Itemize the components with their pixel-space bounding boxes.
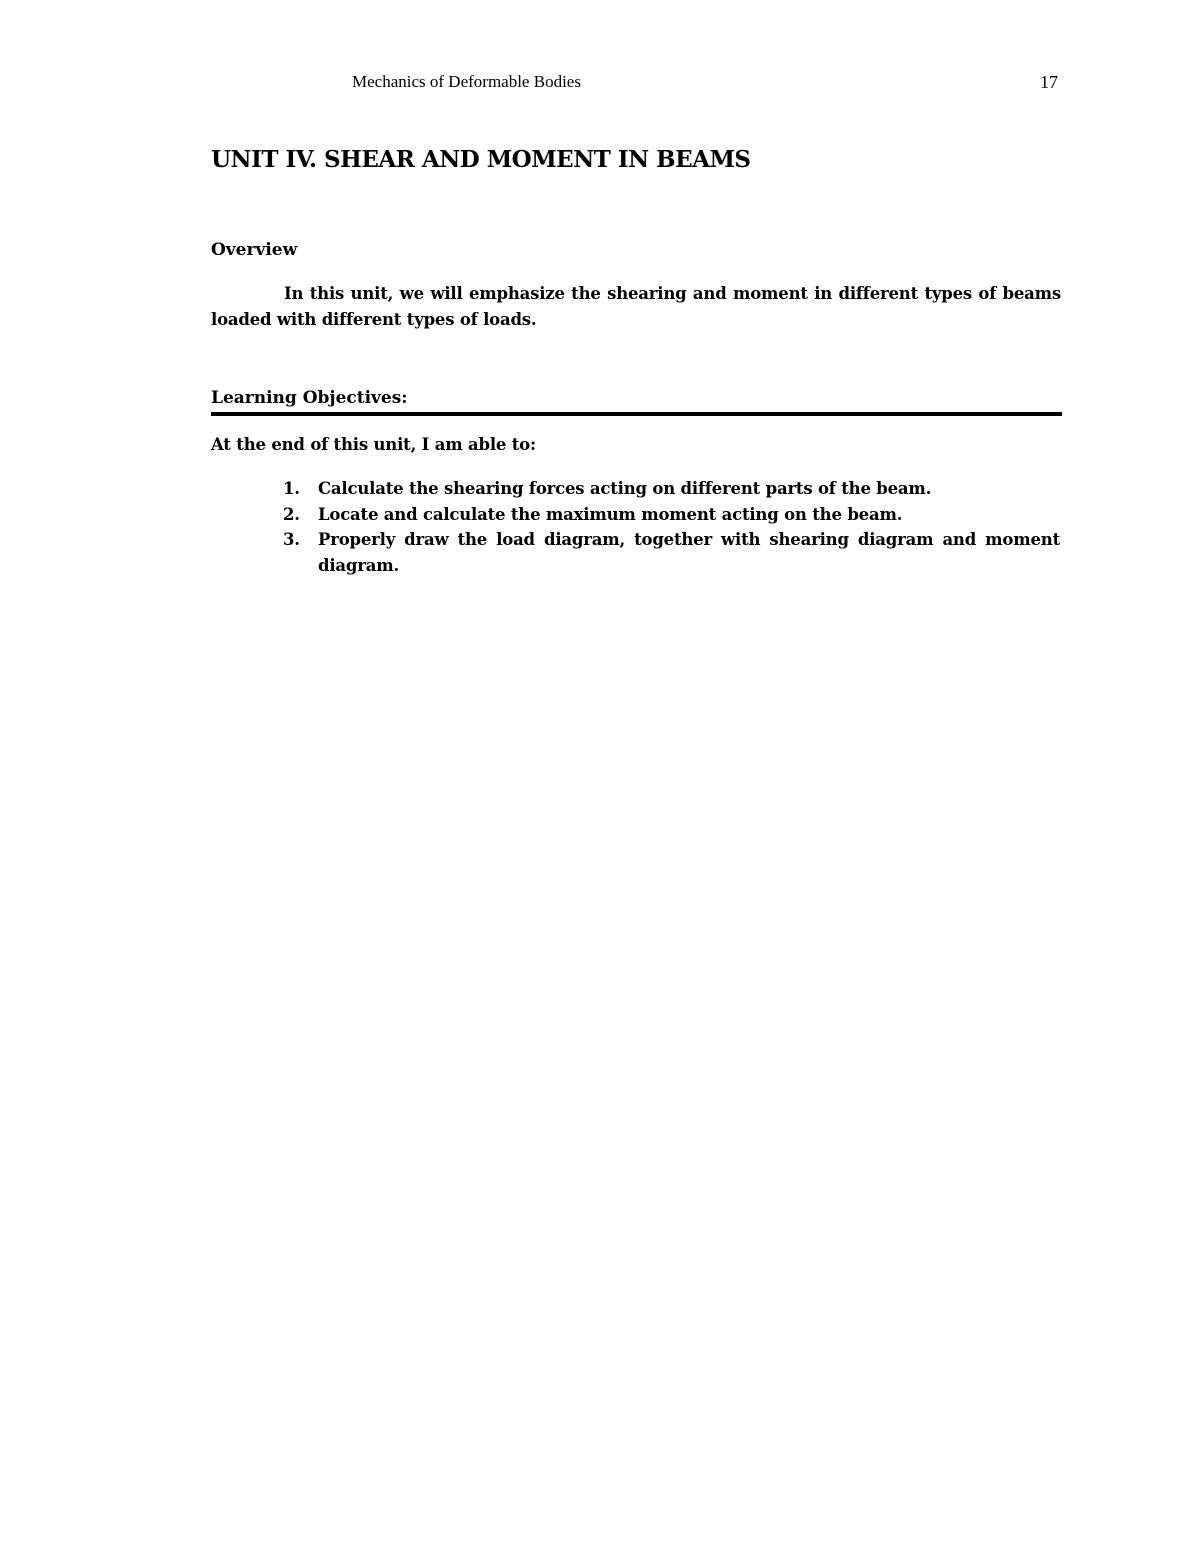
list-item bbox=[283, 527, 1060, 578]
unit-title: UNIT IV. SHEAR AND MOMENT IN BEAMS bbox=[211, 146, 751, 173]
overview-heading: Overview bbox=[211, 240, 298, 260]
objectives-intro: At the end of this unit, I am able to: bbox=[211, 435, 536, 454]
list-item-number: 2. bbox=[283, 504, 300, 524]
overview-paragraph: In this unit, we will emphasize the shearing and moment in different types of beams loaded with different types of loads. bbox=[211, 284, 1061, 329]
list-item bbox=[283, 502, 1060, 528]
list-item-number: 3. bbox=[283, 530, 300, 549]
list-item-text: Properly draw the load diagram, together with shearing diagram and moment diagram. bbox=[318, 530, 1060, 575]
list-item-text: Locate and calculate the maximum moment acting on the beam. bbox=[318, 504, 903, 524]
learning-objectives-heading: Learning Objectives: bbox=[211, 388, 1062, 416]
running-header: Mechanics of Deformable Bodies bbox=[352, 72, 581, 91]
list-item bbox=[283, 476, 1060, 502]
page-number: 17 bbox=[1040, 72, 1058, 92]
objectives-list bbox=[283, 476, 1060, 578]
list-item-number: 1. bbox=[283, 479, 300, 498]
list-item-text: Calculate the shearing forces acting on different parts of the beam. bbox=[318, 479, 932, 498]
